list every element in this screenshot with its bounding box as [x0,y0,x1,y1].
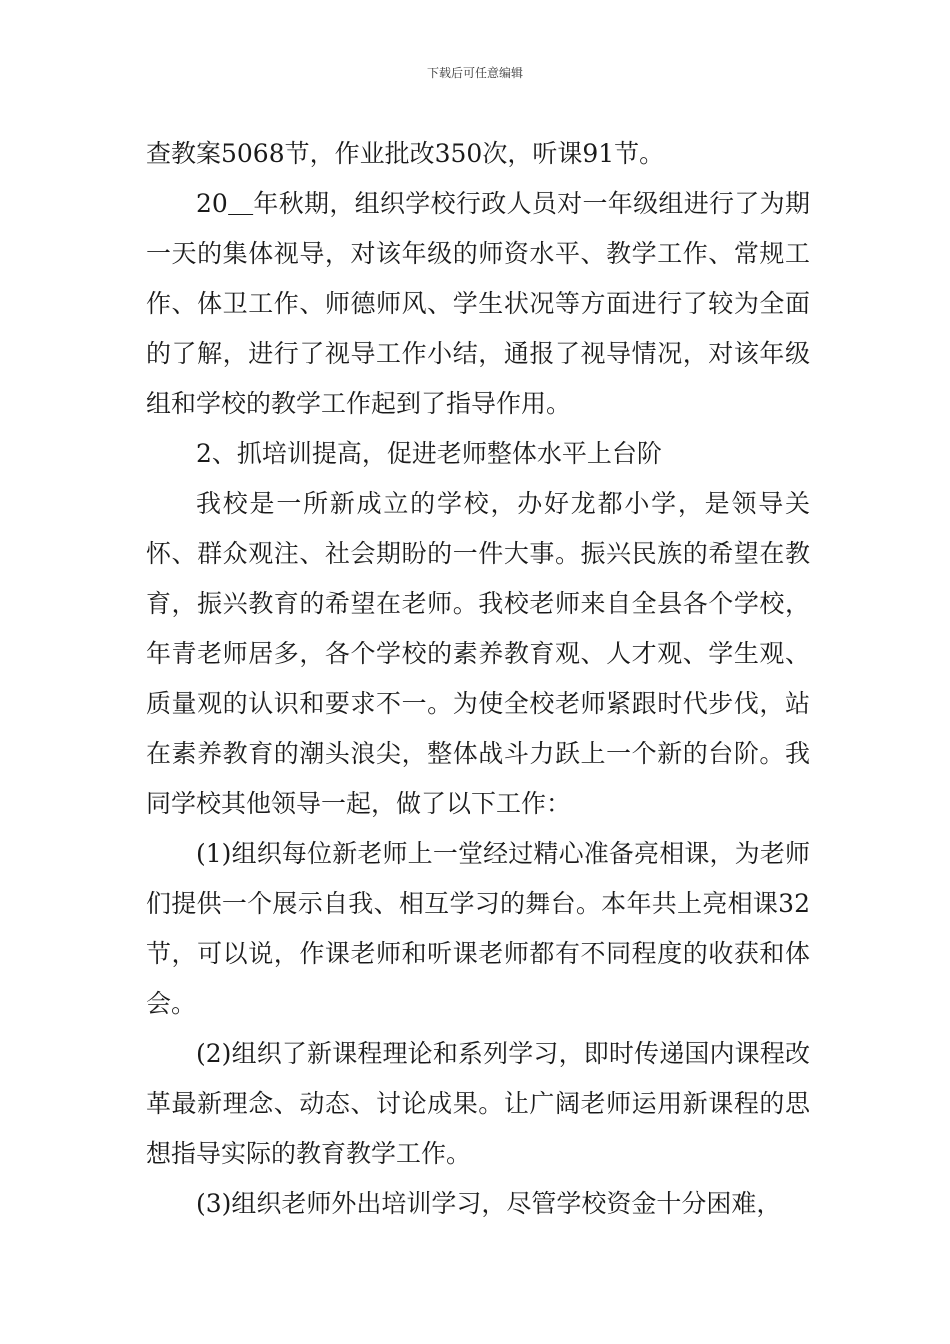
paragraph-2: 20＿年秋期，组织学校行政人员对一年级组进行了为期一天的集体视导，对该年级的师资水平、教学工作、常规工作、体卫工作、师德师风、学生状况等方面进行了较为全面的了解，进行了视导工作小结，通报了视导情况，对该年级组和学校的教学工作起到了指导作用。 [146,189,810,418]
list-item-1: (1)组织每位新老师上一堂经过精心准备亮相课，为老师们提供一个展示自我、相互学习的舞台。本年共上亮相课32节，可以说，作课老师和听课老师都有不同程度的收获和体会。 [146,839,810,1018]
list-item-2: (2)组织了新课程理论和系列学习，即时传递国内课程改革最新理念、动态、讨论成果。让广阔老师运用新课程的思想指导实际的教育教学工作。 [146,1039,810,1168]
page-header-note: 下载后可任意编辑 [426,66,523,80]
paragraph-3: 我校是一所新成立的学校，办好龙都小学，是领导关怀、群众观注、社会期盼的一件大事。振兴民族的希望在教育，振兴教育的希望在老师。我校老师来自全县各个学校，年青老师居多，各个学校的素养教育观、人才观、学生观、质量观的认识和要求不一。为使全校老师紧跟时代步伐，站在素养教育的潮头浪尖，整体战斗力跃上一个新的台阶。我同学校其他领导一起，做了以下工作： [146,489,810,818]
section-heading-2: 2、抓培训提高，促进老师整体水平上台阶 [196,439,662,468]
list-item-3: (3)组织老师外出培训学习，尽管学校资金十分困难， [196,1189,782,1218]
paragraph-1: 查教案5068节，作业批改350次，听课91节。 [146,139,665,168]
document-body [146,129,810,1229]
